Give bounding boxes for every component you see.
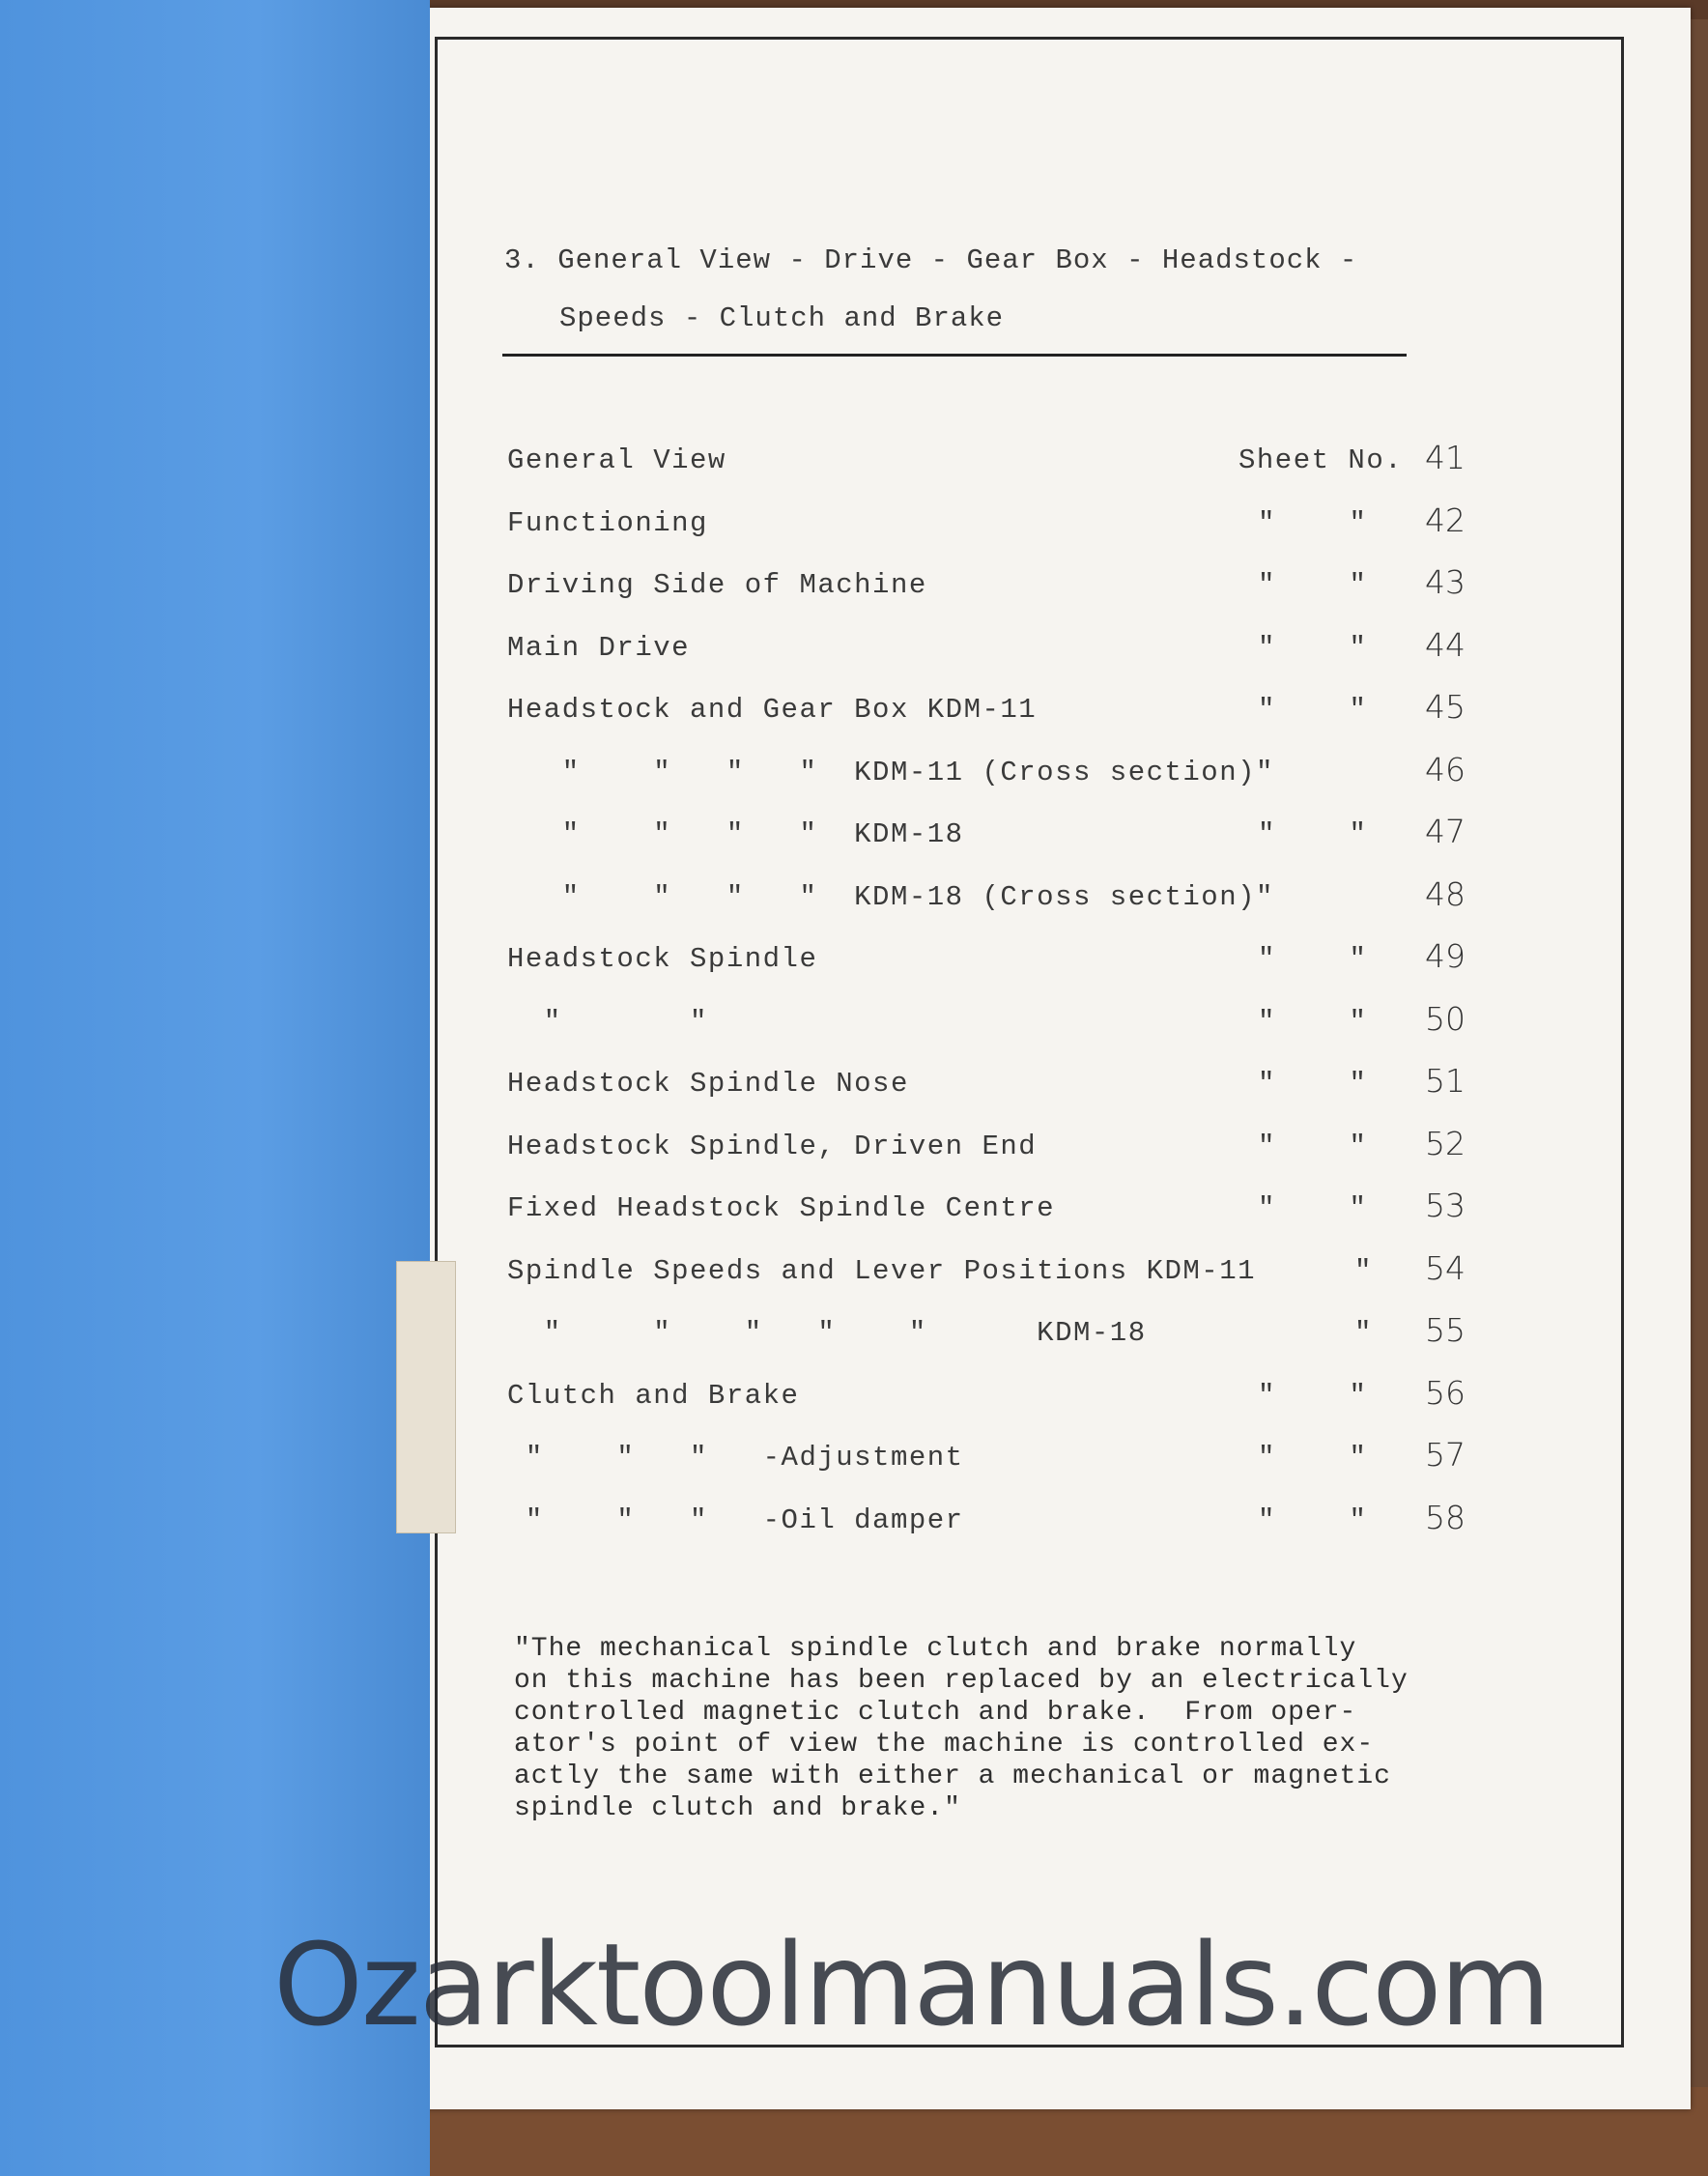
entry-label: " " (507, 1005, 708, 1038)
sheet-number: 41 (1425, 439, 1466, 476)
clutch-note: "The mechanical spindle clutch and brake normally on this machine has been replaced by an electrically controlled magnetic clutch and brake. From oper- ator's point of view the machine is controlled ex- actly the same with either a mechanical or magnetic spindle clutch and brake." (514, 1634, 1409, 1823)
sheet-number: 48 (1425, 874, 1466, 913)
contents-row (0, 501, 1708, 556)
sheet-number: 43 (1425, 563, 1466, 601)
sheet-ditto: " " (1258, 631, 1368, 664)
sheet-number: 53 (1425, 1187, 1466, 1224)
contents-row (0, 813, 1708, 867)
section-heading (504, 232, 1432, 348)
contents-row (0, 563, 1708, 617)
contents-row (0, 999, 1708, 1054)
sheet-ditto: " " (1258, 1005, 1368, 1038)
sheet-number: 52 (1425, 1124, 1466, 1162)
heading-line-1: 3. General View - Drive - Gear Box - Headstock - (504, 244, 1358, 276)
sheet-number: 57 (1425, 1436, 1466, 1474)
entry-label: Headstock and Gear Box KDM-11 (507, 694, 1038, 726)
entry-label: Main Drive (507, 631, 691, 664)
contents-row (0, 1248, 1708, 1303)
contents-row (0, 1062, 1708, 1116)
sheet-ditto: " " (1258, 506, 1368, 539)
contents-row (0, 439, 1708, 493)
entry-label: Clutch and Brake (507, 1379, 800, 1412)
entry-label: Headstock Spindle Nose (507, 1068, 909, 1100)
contents-row (0, 1311, 1708, 1365)
contents-row (0, 1124, 1708, 1179)
sheet-ditto: " " (1258, 694, 1368, 726)
contents-row (0, 874, 1708, 930)
contents-row (0, 1498, 1708, 1553)
sheet-ditto: " " (1258, 1442, 1368, 1474)
sheet-number: 42 (1425, 501, 1466, 539)
sheet-number: 58 (1425, 1498, 1466, 1536)
contents-row (0, 1187, 1708, 1241)
entry-label: " " " " KDM-18 (Cross section)" (507, 880, 1274, 913)
contents-row (0, 750, 1708, 805)
sheet-number: 46 (1425, 750, 1466, 788)
sheet-number: 55 (1425, 1311, 1466, 1349)
sheet-number: 47 (1425, 813, 1466, 850)
sheet-ditto: " " (1258, 569, 1368, 601)
sheet-number: 54 (1425, 1248, 1466, 1287)
sheet-ditto: " (1354, 1254, 1373, 1287)
entry-label: " " " " KDM-18 (507, 818, 964, 850)
sheet-ditto: " " (1258, 818, 1368, 850)
heading-rule (502, 354, 1407, 357)
entry-label: " " " -Oil damper (507, 1503, 964, 1536)
sheet-ditto: " " (1258, 1192, 1368, 1224)
sheet-ditto: " " (1258, 1068, 1368, 1100)
entry-label: " " " -Adjustment (507, 1442, 964, 1474)
entry-label: Spindle Speeds and Lever Positions KDM-11 (507, 1254, 1257, 1287)
sheet-number: 51 (1425, 1062, 1466, 1100)
entry-label: Headstock Spindle (507, 943, 818, 975)
entry-label: General View (507, 444, 726, 476)
entry-label: Functioning (507, 506, 708, 539)
sheet-ditto: " " (1258, 943, 1368, 975)
contents-row (0, 688, 1708, 742)
sheet-number: 50 (1425, 999, 1466, 1038)
sheet-ditto: " " (1258, 1379, 1368, 1412)
sheet-number: 56 (1425, 1373, 1466, 1412)
entry-label: " " " " " KDM-18 (507, 1317, 1147, 1349)
sheet-ditto: " " (1258, 1503, 1368, 1536)
sheet-number: 49 (1425, 937, 1466, 975)
entry-label: Driving Side of Machine (507, 569, 927, 601)
sheet-ditto: " (1354, 1317, 1373, 1349)
entry-label: " " " " KDM-11 (Cross section)" (507, 756, 1274, 788)
contents-row (0, 1373, 1708, 1428)
watermark: Ozarktoolmanuals.com (273, 1918, 1550, 2051)
contents-row (0, 1436, 1708, 1490)
heading-line-2: Speeds - Clutch and Brake (559, 302, 1005, 334)
entry-label: Fixed Headstock Spindle Centre (507, 1192, 1056, 1224)
sheet-ditto: " " (1258, 1130, 1368, 1162)
sheet-ditto: Sheet No. (1238, 444, 1404, 476)
entry-label: Headstock Spindle, Driven End (507, 1130, 1038, 1162)
contents-row (0, 937, 1708, 991)
contents-row (0, 625, 1708, 680)
sheet-number: 44 (1425, 625, 1466, 664)
sheet-number: 45 (1425, 688, 1466, 726)
